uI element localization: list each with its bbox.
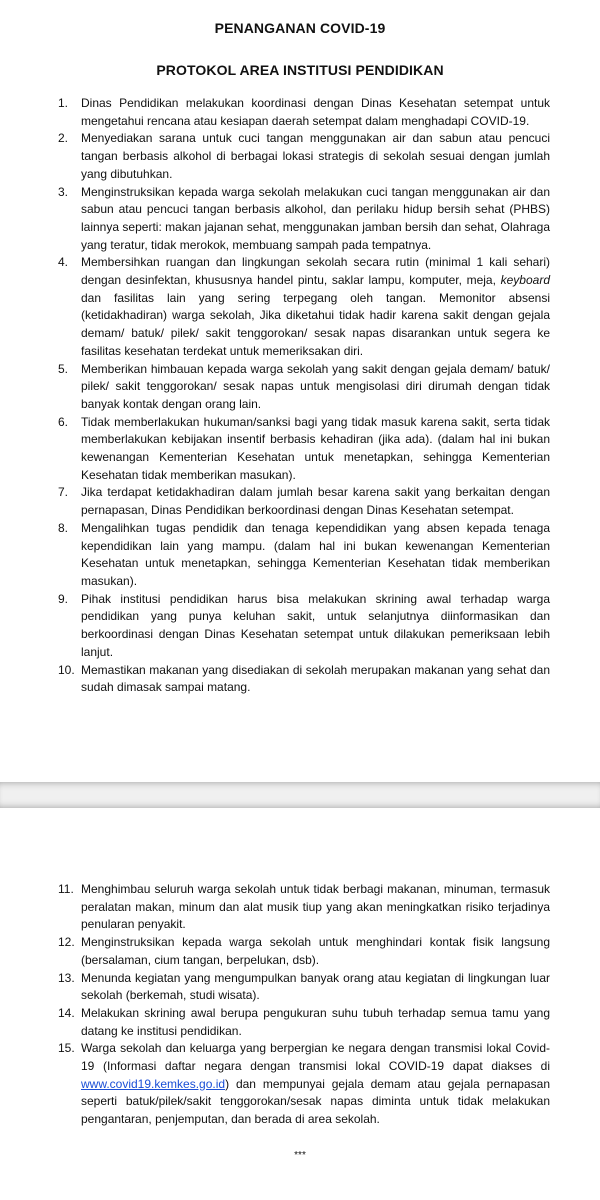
list-item-7: 7. Jika terdapat ketidakhadiran dalam jumlah besar karena sakit yang berkaitan dengan pernapasan, Dinas Pendidikan berkoordinasi dengan Dinas Kesehatan setempat. bbox=[58, 485, 550, 518]
list-item-4: 4. Membersihkan ruangan dan lingkungan sekolah secara rutin (minimal 1 kali sehari) dengan desinfektan, khususnya handel pintu, saklar lampu, komputer, meja, keyboard dan fasilitas lain yang sering terpegang oleh tangan. Memonitor absensi (ketidakhadiran) warga sekolah, Jika diketahui tidak hadir karena sakit dengan gejala demam/ batuk/ pilek/ sakit tenggorokan/ sesak napas disarankan untuk segera ke fasilitas kesehatan terdekat untuk memeriksakan diri. bbox=[58, 255, 550, 358]
document-title: PENANGANAN COVID-19 bbox=[214, 20, 386, 36]
protocol-list-page-1 bbox=[55, 95, 550, 697]
italic-keyboard: keyboard bbox=[500, 273, 550, 288]
document-page-2 bbox=[0, 808, 600, 1200]
protocol-list-page-2 bbox=[55, 881, 550, 1129]
list-item-12: 12. Menginstruksikan kepada warga sekolah untuk menghindari kontak fisik langsung (bersalaman, cium tangan, berpelukan, dsb). bbox=[58, 935, 550, 967]
list-item-1: 1. Dinas Pendidikan melakukan koordinasi dengan Dinas Kesehatan setempat untuk mengetahui rencana atau kesiapan daerah setempat dalam menghadapi COVID-19. bbox=[58, 96, 550, 128]
list-item-5: 5. Memberikan himbauan kepada warga sekolah yang sakit dengan gejala demam/ batuk/ pilek/ sakit tenggorokan/ sesak napas untuk mengisolasi diri dirumah dengan tidak banyak kontak dengan orang lain. bbox=[58, 361, 550, 411]
list-item-9: 9. Pihak institusi pendidikan harus bisa melakukan skrining awal terhadap warga pendidikan yang punya keluhan sakit, untuk selanjutnya diinformasikan dan berkoordinasi dengan Dinas Kesehatan setempat untuk dilakukan pemeriksaan lebih lanjut. bbox=[58, 591, 550, 659]
list-item-8: 8. Mengalihkan tugas pendidik dan tenaga kependidikan yang absen kepada tenaga kependidikan lain yang mampu. (dalam hal ini bukan kewenangan Kementerian Kesehatan untuk menetapkan, sehingga Kementerian Kesehatan tidak memberikan masukan). bbox=[58, 520, 550, 588]
end-mark: *** bbox=[294, 1150, 306, 1161]
list-item-13: 13. Menunda kegiatan yang mengumpulkan banyak orang atau kegiatan di lingkungan luar sekolah (berkemah, studi wisata). bbox=[58, 970, 550, 1003]
list-item-11: 11. Menghimbau seluruh warga sekolah untuk tidak berbagi makanan, minuman, termasuk peralatan makan, minum dan alat musik tiup yang akan meningkatkan risiko terjadinya penularan penyakit. bbox=[58, 882, 550, 932]
page-break bbox=[0, 782, 600, 808]
list-item-6: 6. Tidak memberlakukan hukuman/sanksi bagi yang tidak masuk karena sakit, serta tidak memberlakukan kebijakan insentif berbasis kehadiran (jika ada). (dalam hal ini bukan kewenangan Kementerian Kesehatan untuk menetapkan, sehingga Kementerian Kesehatan tidak memberikan masukan). bbox=[58, 414, 550, 482]
list-item-10: 10. Memastikan makanan yang disediakan di sekolah merupakan makanan yang sehat dan sudah dimasak sampai matang. bbox=[58, 662, 550, 695]
document-subtitle: PROTOKOL AREA INSTITUSI PENDIDIKAN bbox=[156, 62, 444, 78]
list-item-3: 3. Menginstruksikan kepada warga sekolah melakukan cuci tangan menggunakan air dan sabun atau pencuci tangan berbasis alkohol, dan perilaku hidup bersih sehat (PHBS) lainnya seperti: makan jajanan sehat, menggunakan jamban bersih dan sehat, Olahraga yang teratur, tidak merokok, membuang sampah pada tempatnya. bbox=[58, 184, 550, 252]
list-item-2: 2. Menyediakan sarana untuk cuci tangan menggunakan air dan sabun atau pencuci tangan berbasis alkohol di berbagai lokasi strategis di sekolah sesuai dengan jumlah yang dibutuhkan. bbox=[58, 131, 550, 181]
list-item-14: 14. Melakukan skrining awal berupa pengukuran suhu tubuh terhadap semua tamu yang datang ke institusi pendidikan. bbox=[58, 1005, 550, 1038]
kemkes-link[interactable]: www.covid19.kemkes.go.id bbox=[81, 1076, 226, 1091]
list-item-15: 15. Warga sekolah dan keluarga yang berpergian ke negara dengan transmisi lokal Covid-19 (Informasi daftar negara dengan transmisi lokal COVID-19 dapat diakses di www.covid19.kemkes.go.id) dan mempunyai gejala demam atau gejala pernapasan seperti batuk/pilek/sakit tenggorokan/sesak napas diminta untuk tidak melakukan pengantaran, penjemputan, dan berada di area sekolah. bbox=[58, 1041, 550, 1127]
